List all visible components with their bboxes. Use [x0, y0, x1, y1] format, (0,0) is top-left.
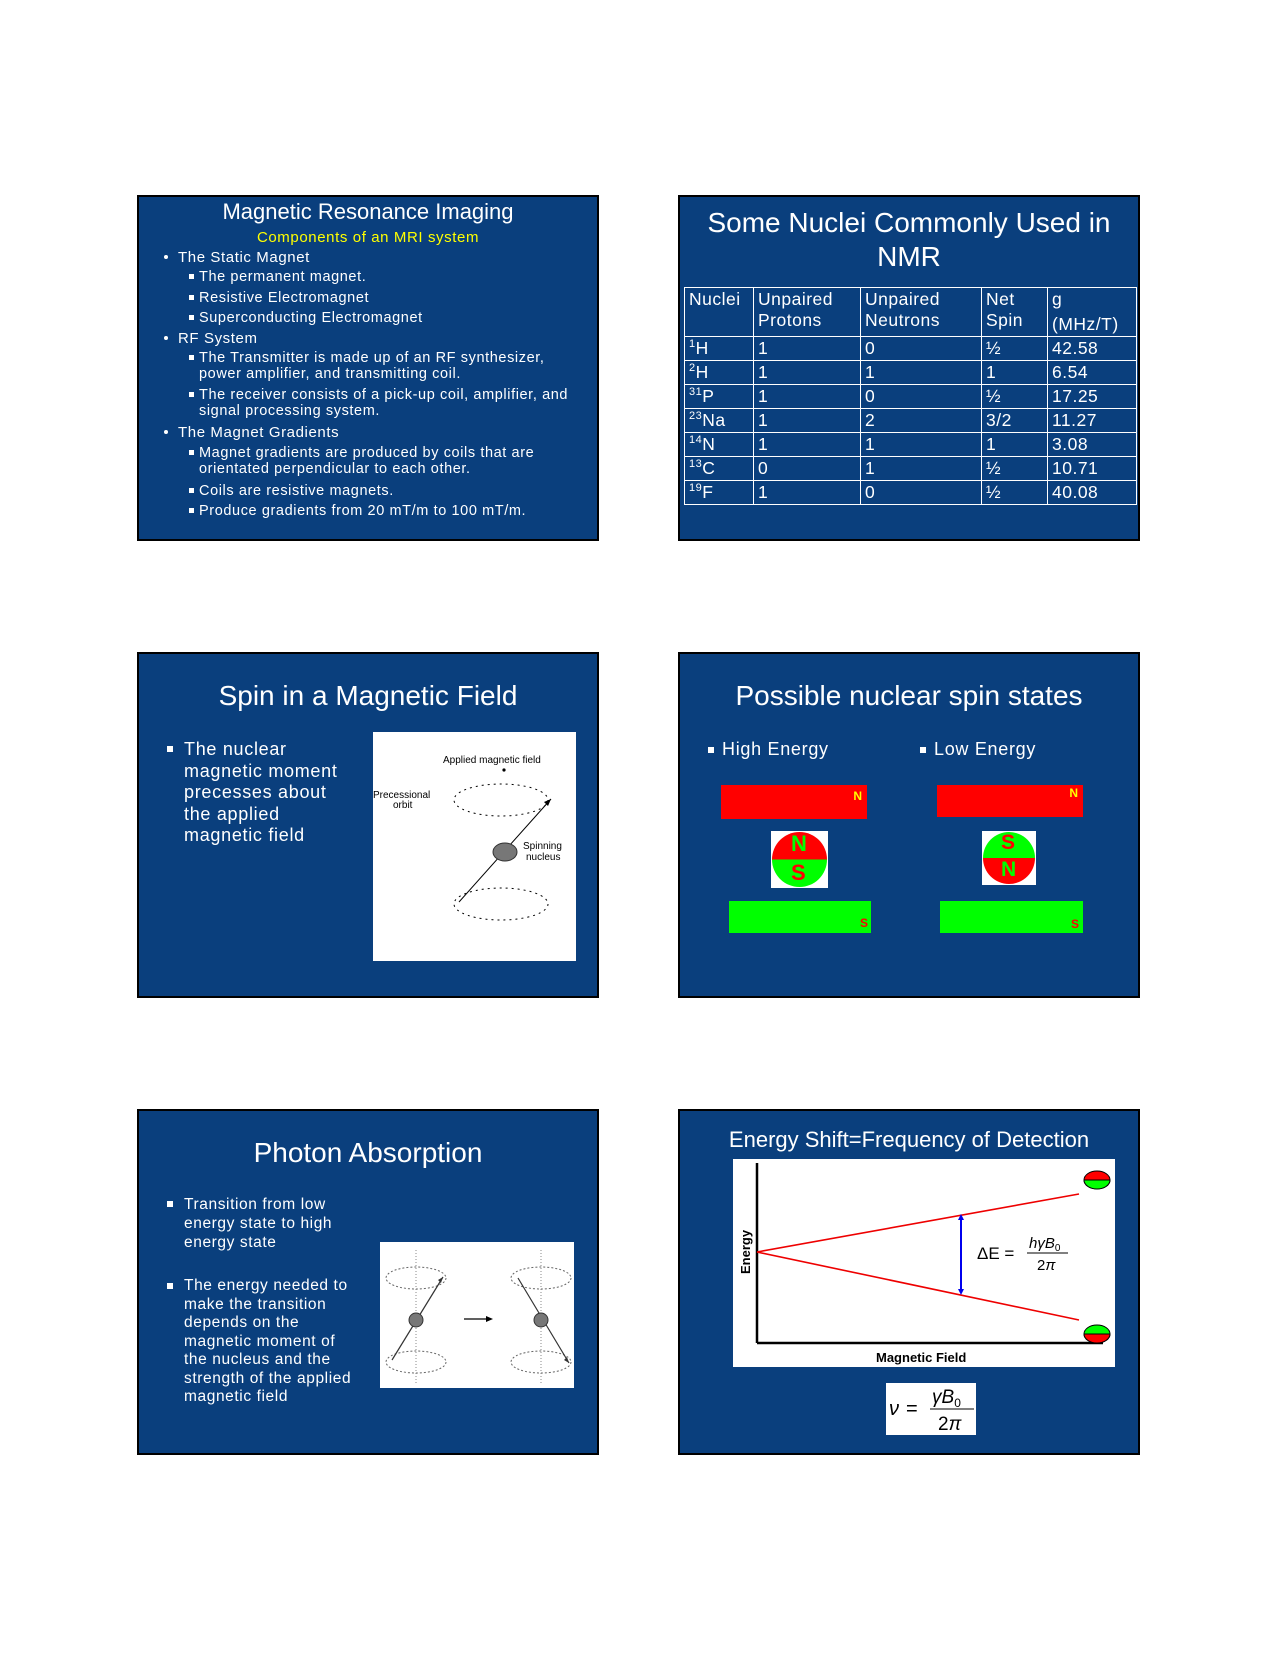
- table-cell: 1: [754, 385, 861, 409]
- list-item: Produce gradients from 20 mT/m to 100 mT/m.: [189, 503, 579, 519]
- list-item: Resistive Electromagnet: [189, 290, 579, 306]
- header-cell: g (MHz/T): [1048, 288, 1137, 337]
- nuclei-table: [684, 287, 1137, 505]
- table-cell: ½: [982, 385, 1048, 409]
- table-cell: 6.54: [1048, 361, 1137, 385]
- table-row: [685, 337, 1137, 361]
- frequency-equation: [886, 1383, 976, 1435]
- table-cell: ½: [982, 337, 1048, 361]
- slide-energy-shift: [678, 1109, 1140, 1455]
- slide-title: Energy Shift=Frequency of Detection: [728, 1127, 1090, 1152]
- table-row: [685, 481, 1137, 505]
- slide-mri-components: [137, 195, 599, 541]
- north-bar-magnet: N: [721, 785, 867, 819]
- list-item: The receiver consists of a pick-up coil, amplifier, and signal processing system.: [189, 387, 579, 419]
- table-row: [685, 361, 1137, 385]
- table-cell: 1: [754, 337, 861, 361]
- slide-nuclei-table: [678, 195, 1140, 541]
- table-cell: 1: [754, 433, 861, 457]
- slide-title: Spin in a Magnetic Field: [218, 680, 518, 711]
- table-cell: 17.25: [1048, 385, 1137, 409]
- spin-flip-diagram: [380, 1242, 574, 1388]
- nucleus-magnet-parallel: S N: [982, 831, 1036, 885]
- table-cell: 0: [861, 385, 982, 409]
- nucleus-label: Spinning: [523, 841, 562, 852]
- field-label: Applied magnetic field: [443, 755, 541, 766]
- table-cell: 10.71: [1048, 457, 1137, 481]
- nucleus-icon: [493, 843, 517, 861]
- table-cell: 0: [861, 481, 982, 505]
- table-cell: 0: [861, 337, 982, 361]
- bullet-point: Transition from low energy state to high energy state: [167, 1195, 332, 1252]
- nucleus-cell: $^{31}$P: [685, 385, 754, 409]
- nucleus-icon: [534, 1313, 548, 1327]
- svg-text:=: =: [906, 1398, 918, 1420]
- header-cell: Unpaired Protons: [754, 288, 861, 337]
- section-heading: RF System: [164, 330, 258, 347]
- bullet-point: The nuclear magnetic moment precesses about the applied magnetic field: [167, 739, 338, 847]
- orbit-label: Precessional: [373, 790, 431, 801]
- low-energy-label: Low Energy: [920, 739, 1036, 760]
- table-row: [685, 409, 1137, 433]
- y-axis-label: Energy: [738, 1229, 753, 1274]
- table-cell: 1: [754, 481, 861, 505]
- precession-diagram: [373, 732, 576, 961]
- nucleus-cell: $^2$H: [685, 361, 754, 385]
- svg-text:orbit: orbit: [393, 800, 413, 811]
- section-heading: The Magnet Gradients: [164, 424, 339, 441]
- slide-photon-absorption: [137, 1109, 599, 1455]
- table-cell: 1: [754, 361, 861, 385]
- nucleus-cell: $^1$H: [685, 337, 754, 361]
- nucleus-icon: [409, 1313, 423, 1327]
- nucleus-cell: $^{13}$C: [685, 457, 754, 481]
- nucleus-cell: $^{14}$N: [685, 433, 754, 457]
- table-cell: ½: [982, 457, 1048, 481]
- table-cell: 42.58: [1048, 337, 1137, 361]
- header-cell: Net Spin: [982, 288, 1048, 337]
- x-axis-label: Magnetic Field: [876, 1350, 967, 1365]
- nucleus-cell: $^{23}$Na: [685, 409, 754, 433]
- table-cell: 3/2: [982, 409, 1048, 433]
- list-item: Coils are resistive magnets.: [189, 483, 579, 499]
- north-bar-magnet: N: [937, 785, 1083, 817]
- south-bar-magnet: S: [729, 901, 871, 933]
- slide-spin-states: [678, 652, 1140, 998]
- slide-title: Possible nuclear spin states: [735, 680, 1083, 711]
- slide-spin-magnetic-field: [137, 652, 599, 998]
- header-cell: Nuclei: [685, 288, 754, 337]
- list-item: The Transmitter is made up of an RF synthesizer, power amplifier, and transmitting coil.: [189, 350, 579, 382]
- svg-text:ν: ν: [889, 1398, 899, 1420]
- high-energy-label: High Energy: [708, 739, 829, 760]
- low-energy-nucleus-icon: [1084, 1325, 1110, 1343]
- slide-title-line2: NMR: [877, 241, 941, 272]
- svg-text:hγB0: hγB$_0$: [1029, 1235, 1061, 1254]
- table-cell: 11.27: [1048, 409, 1137, 433]
- slide-title: Magnetic Resonance Imaging: [222, 199, 514, 224]
- section-heading: The Static Magnet: [164, 249, 310, 266]
- table-header-row: [685, 288, 1137, 337]
- table-cell: 0: [754, 457, 861, 481]
- table-cell: ½: [982, 481, 1048, 505]
- svg-text:nucleus: nucleus: [526, 852, 561, 863]
- table-cell: 1: [982, 433, 1048, 457]
- table-row: [685, 433, 1137, 457]
- table-cell: 2: [861, 409, 982, 433]
- slide-title: Photon Absorption: [253, 1137, 483, 1168]
- bullet-point: The energy needed to make the transition depends on the magnetic moment of the nucleus and the strength of the applied magnetic field: [167, 1277, 351, 1407]
- south-bar-magnet: S: [940, 901, 1083, 933]
- svg-text:2π: 2π: [1037, 1257, 1056, 1274]
- table-cell: 3.08: [1048, 433, 1137, 457]
- table-cell: 1: [754, 409, 861, 433]
- list-item: The permanent magnet.: [189, 269, 579, 285]
- delta-e-equation: ΔE =: [977, 1244, 1015, 1263]
- svg-text:γB0: $\gamma B_0$: [932, 1387, 961, 1410]
- list-item: Superconducting Electromagnet: [189, 310, 579, 326]
- energy-splitting-diagram: [733, 1159, 1115, 1367]
- table-cell: 40.08: [1048, 481, 1137, 505]
- table-cell: 1: [861, 433, 982, 457]
- header-cell: Unpaired Neutrons: [861, 288, 982, 337]
- table-row: [685, 457, 1137, 481]
- high-energy-nucleus-icon: [1084, 1171, 1110, 1189]
- nucleus-cell: $^{19}$F: [685, 481, 754, 505]
- slide-title-line1: Some Nuclei Commonly Used in: [707, 207, 1111, 238]
- table-row: [685, 385, 1137, 409]
- slide-subtitle: Components of an MRI system: [256, 229, 480, 246]
- table-cell: 1: [861, 457, 982, 481]
- svg-text:2π: 2π: [938, 1414, 962, 1435]
- table-cell: 1: [861, 361, 982, 385]
- list-item: Magnet gradients are produced by coils that are orientated perpendicular to each other.: [189, 445, 579, 477]
- table-cell: 1: [982, 361, 1048, 385]
- nucleus-magnet-antiparallel: N S: [771, 831, 828, 888]
